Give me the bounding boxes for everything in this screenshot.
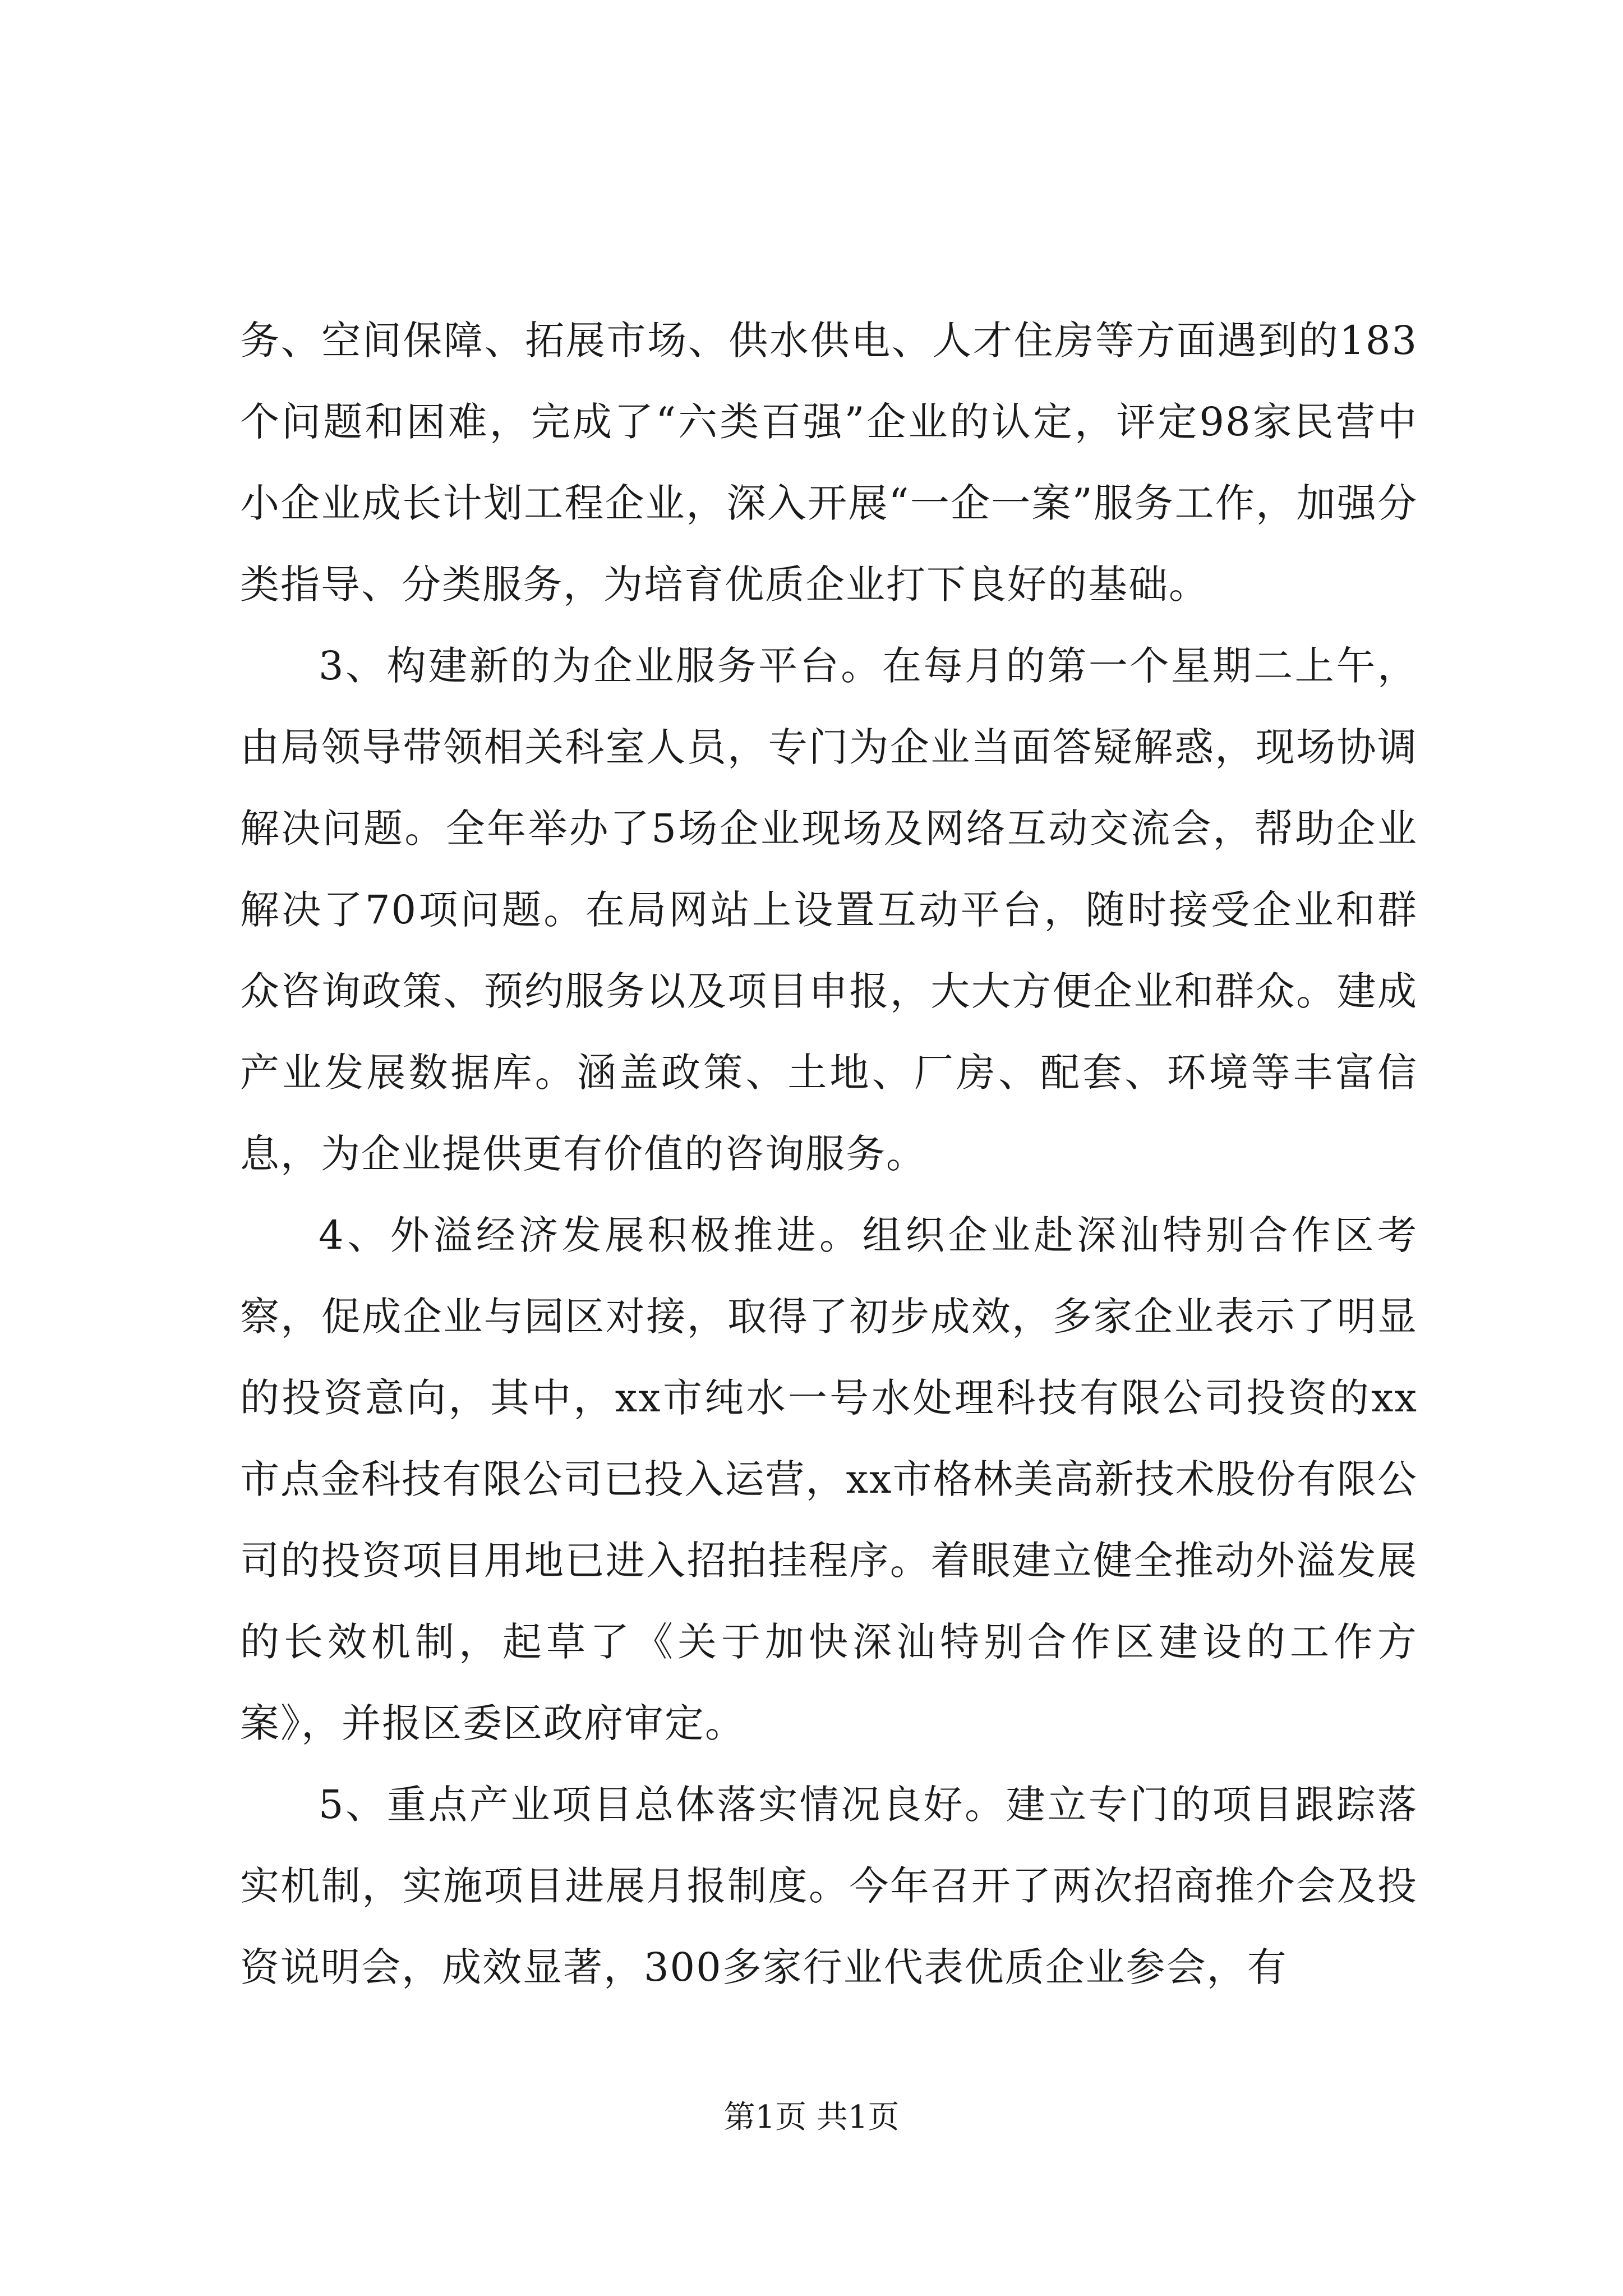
page-footer: 第1页 共1页: [723, 2099, 900, 2136]
paragraph-1: 务、空间保障、拓展市场、供水供电、人才住房等方面遇到的183个问题和困难，完成了“六类百强”企业的认定，评定98家民营中小企业成长计划工程企业，深入开展“一企一案”服务工作，加强分类指导、分类服务，为培育优质企业打下良好的基础。: [240, 318, 1418, 608]
paragraph-3: 4、外溢经济发展积极推进。组织企业赴深汕特别合作区考察，促成企业与园区对接，取得了初步成效，多家企业表示了明显的投资意向，其中，xx市纯水一号水处理科技有限公司投资的xx市点金科技有限公司已投入运营，xx市格林美高新技术股份有限公司的投资项目用地已进入招拍挂程序。着眼建立健全推动外溢发展的长效机制，起草了《关于加快深汕特别合作区建设的工作方案》，并报区委区政府审定。: [240, 1212, 1418, 1746]
paragraph-2: 3、构建新的为企业服务平台。在每月的第一个星期二上午，由局领导带领相关科室人员，专门为企业当面答疑解惑，现场协调解决问题。全年举办了5场企业现场及网络互动交流会，帮助企业解决了70项问题。在局网站上设置互动平台，随时接受企业和群众咨询政策、预约服务以及项目申报，大大方便企业和群众。建成产业发展数据库。涵盖政策、土地、厂房、配套、环境等丰富信息，为企业提供更有价值的咨询服务。: [240, 643, 1418, 1177]
paragraph-4: 5、重点产业项目总体落实情况良好。建立专门的项目跟踪落实机制，实施项目进展月报制度。今年召开了两次招商推介会及投资说明会，成效显著，300多家行业代表优质企业参会，有: [240, 1782, 1418, 1990]
document-body: [240, 300, 1418, 2008]
